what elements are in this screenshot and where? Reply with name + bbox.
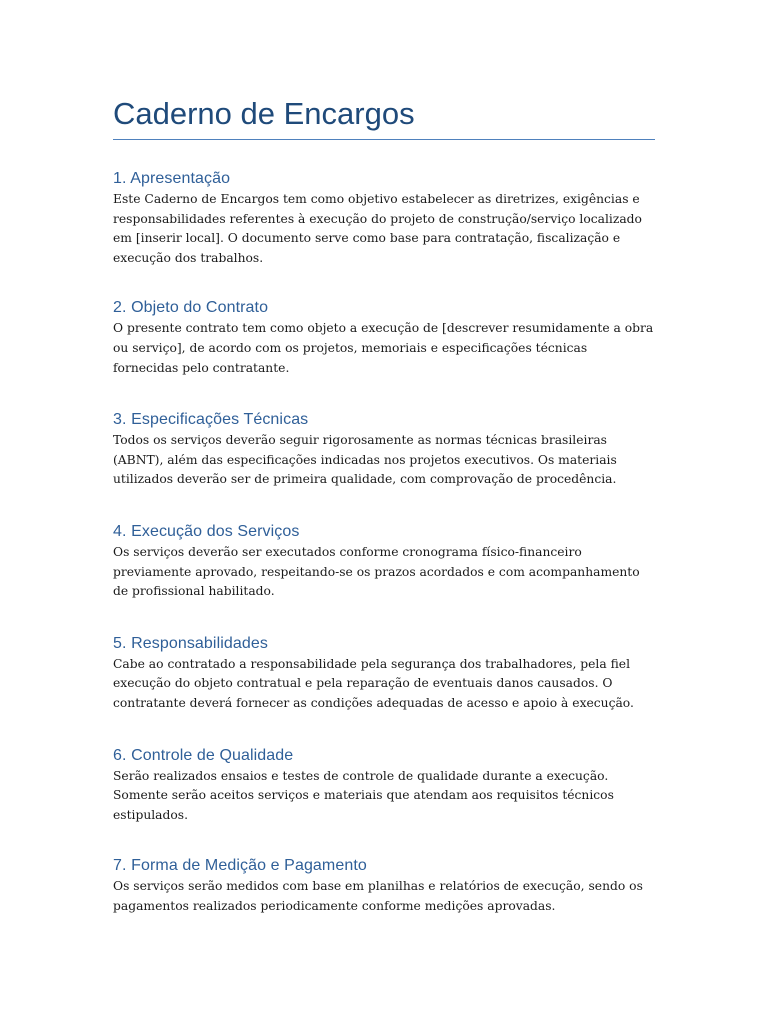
section-objeto-do-contrato [113,297,655,378]
section-heading: 1. Apresentação [113,170,231,187]
section-heading: 6. Controle de Qualidade [113,746,294,764]
section-forma-de-medicao-e-pagamento [113,855,655,916]
section-especificacoes-tecnicas [113,409,655,490]
section-body: Serão realizados ensaios e testes de controle de qualidade durante a execução. Somente serão aceitos serviços e materiais que atendam aos requisitos técnicos estipulados. [113,768,614,822]
section-body: Todos os serviços deverão seguir rigorosamente as normas técnicas brasileiras (ABNT), além das especificações indicadas nos projetos executivos. Os materiais utilizados deverão ser de primeira qualidade, com comprovação de procedência. [113,433,617,487]
section-heading: 4. Execução dos Serviços [113,522,300,540]
document-page [113,94,655,916]
section-body: Os serviços deverão ser executados conforme cronograma físico-financeiro previamente aprovado, respeitando-se os prazos acordados e com acompanhamento de profissional habilitado. [113,544,640,599]
section-responsabilidades [113,633,655,714]
section-body: Este Caderno de Encargos tem como objetivo estabelecer as diretrizes, exigências e responsabilidades referentes à execução do projeto de construção/serviço localizado em [inserir local]. O documento serve como base para contratação, fiscalização e execução dos trabalhos. [113,192,642,265]
section-body: Cabe ao contratado a responsabilidade pela segurança dos trabalhadores, pela fiel execução do objeto contratual e pela reparação de eventuais danos causados. O contratante deverá fornecer as condições adequadas de acesso e apoio à execução. [113,656,634,710]
section-heading: 5. Responsabilidades [113,634,268,652]
page-title: Caderno de Encargos [113,94,655,140]
section-body: Os serviços serão medidos com base em planilhas e relatórios de execução, sendo os pagamentos realizados periodicamente conforme medições aprovadas. [113,879,643,913]
section-heading: 2. Objeto do Contrato [113,299,269,317]
section-body: O presente contrato tem como objeto a execução de [descrever resumidamente a obra ou serviço], de acordo com os projetos, memoriais e especificações técnicas fornecidas pelo contratante. [113,321,654,375]
section-heading: 3. Especificações Técnicas [113,411,309,429]
section-heading: 7. Forma de Medição e Pagamento [113,857,367,875]
section-controle-de-qualidade [113,745,655,826]
section-execucao-dos-servicos [113,521,655,602]
section-apresentacao [113,168,655,268]
